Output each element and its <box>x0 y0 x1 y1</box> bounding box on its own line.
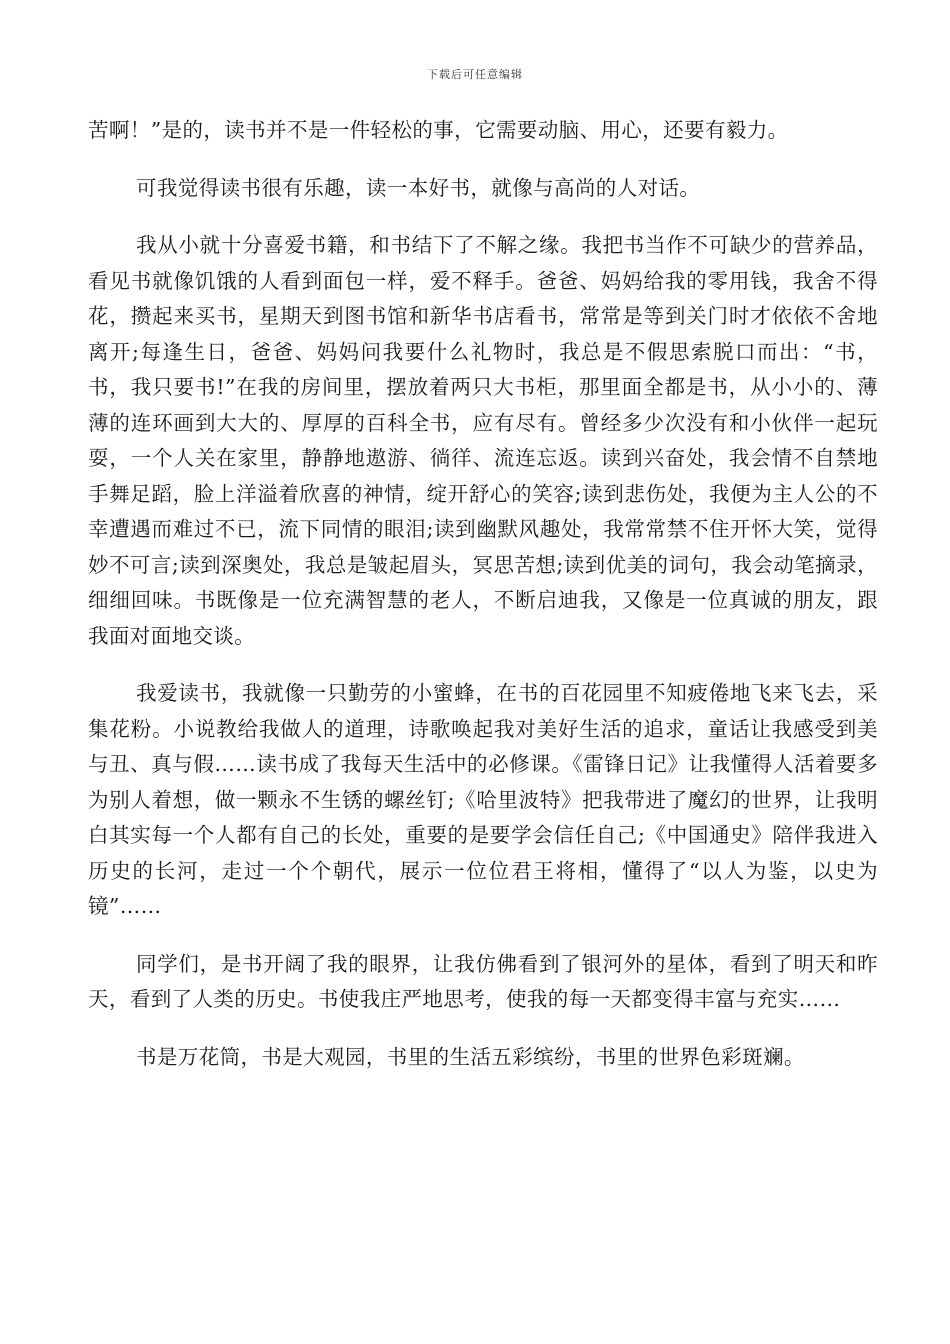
paragraph-1: 苦啊！”是的，读书并不是一件轻松的事，它需要动脑、用心，还要有毅力。 <box>88 118 789 142</box>
paragraph-3: 我从小就十分喜爱书籍，和书结下了不解之缘。我把书当作不可缺少的营养品，看见书就像饥饿的人看到面包一样，爱不释手。爸爸、妈妈给我的零用钱，我舍不得花，攒起来买书，星期天到图书馆和新华书店看书，常常是等到关门时才依依不舍地离开;每逢生日，爸爸、妈妈问我要什么礼物时，我总是不假思索脱口而出：“书，书，我只要书!”在我的房间里，摆放着两只大书柜，那里面全都是书，从小小的、薄薄的连环画到大大的、厚厚的百科全书，应有尽有。曾经多少次没有和小伙伴一起玩耍，一个人关在家里，静静地遨游、徜徉、流连忘返。读到兴奋处，我会情不自禁地手舞足蹈，脸上洋溢着欣喜的神情，绽开舒心的笑容;读到悲伤处，我便为主人公的不幸遭遇而难过不已，流下同情的眼泪;读到幽默风趣处，我常常禁不住开怀大笑，觉得妙不可言;读到深奥处，我总是皱起眉头，冥思苦想;读到优美的词句，我会动笔摘录，细细回味。书既像是一位充满智慧的老人，不断启迪我，又像是一位真诚的朋友，跟我面对面地交谈。 <box>88 233 878 648</box>
paragraph-4: 我爱读书，我就像一只勤劳的小蜜蜂，在书的百花园里不知疲倦地飞来飞去，采集花粉。小说教给我做人的道理，诗歌唤起我对美好生活的追求，童话让我感受到美与丑、真与假……读书成了我每天生活中的必修课。《雷锋日记》让我懂得人活着要多为别人着想，做一颗永不生锈的螺丝钉;《哈里波特》把我带进了魔幻的世界，让我明白其实每一个人都有自己的长处，重要的是要学会信任自己;《中国通史》陪伴我进入历史的长河，走过一个个朝代，展示一位位君王将相，懂得了“以人为鉴，以史为镜”…… <box>88 681 878 918</box>
document-body <box>88 113 878 1075</box>
paragraph-2: 可我觉得读书很有乐趣，读一本好书，就像与高尚的人对话。 <box>136 175 701 200</box>
paragraph-5: 同学们，是书开阔了我的眼界，让我仿佛看到了银河外的星体，看到了明天和昨天，看到了人类的历史。书使我庄严地思考，使我的每一天都变得丰富与充实…… <box>88 951 878 1011</box>
paragraph-6: 书是万花筒，书是大观园，书里的生活五彩缤纷，书里的世界色彩斑斓。 <box>136 1044 805 1069</box>
header-note: 下载后可任意编辑 <box>427 68 523 81</box>
